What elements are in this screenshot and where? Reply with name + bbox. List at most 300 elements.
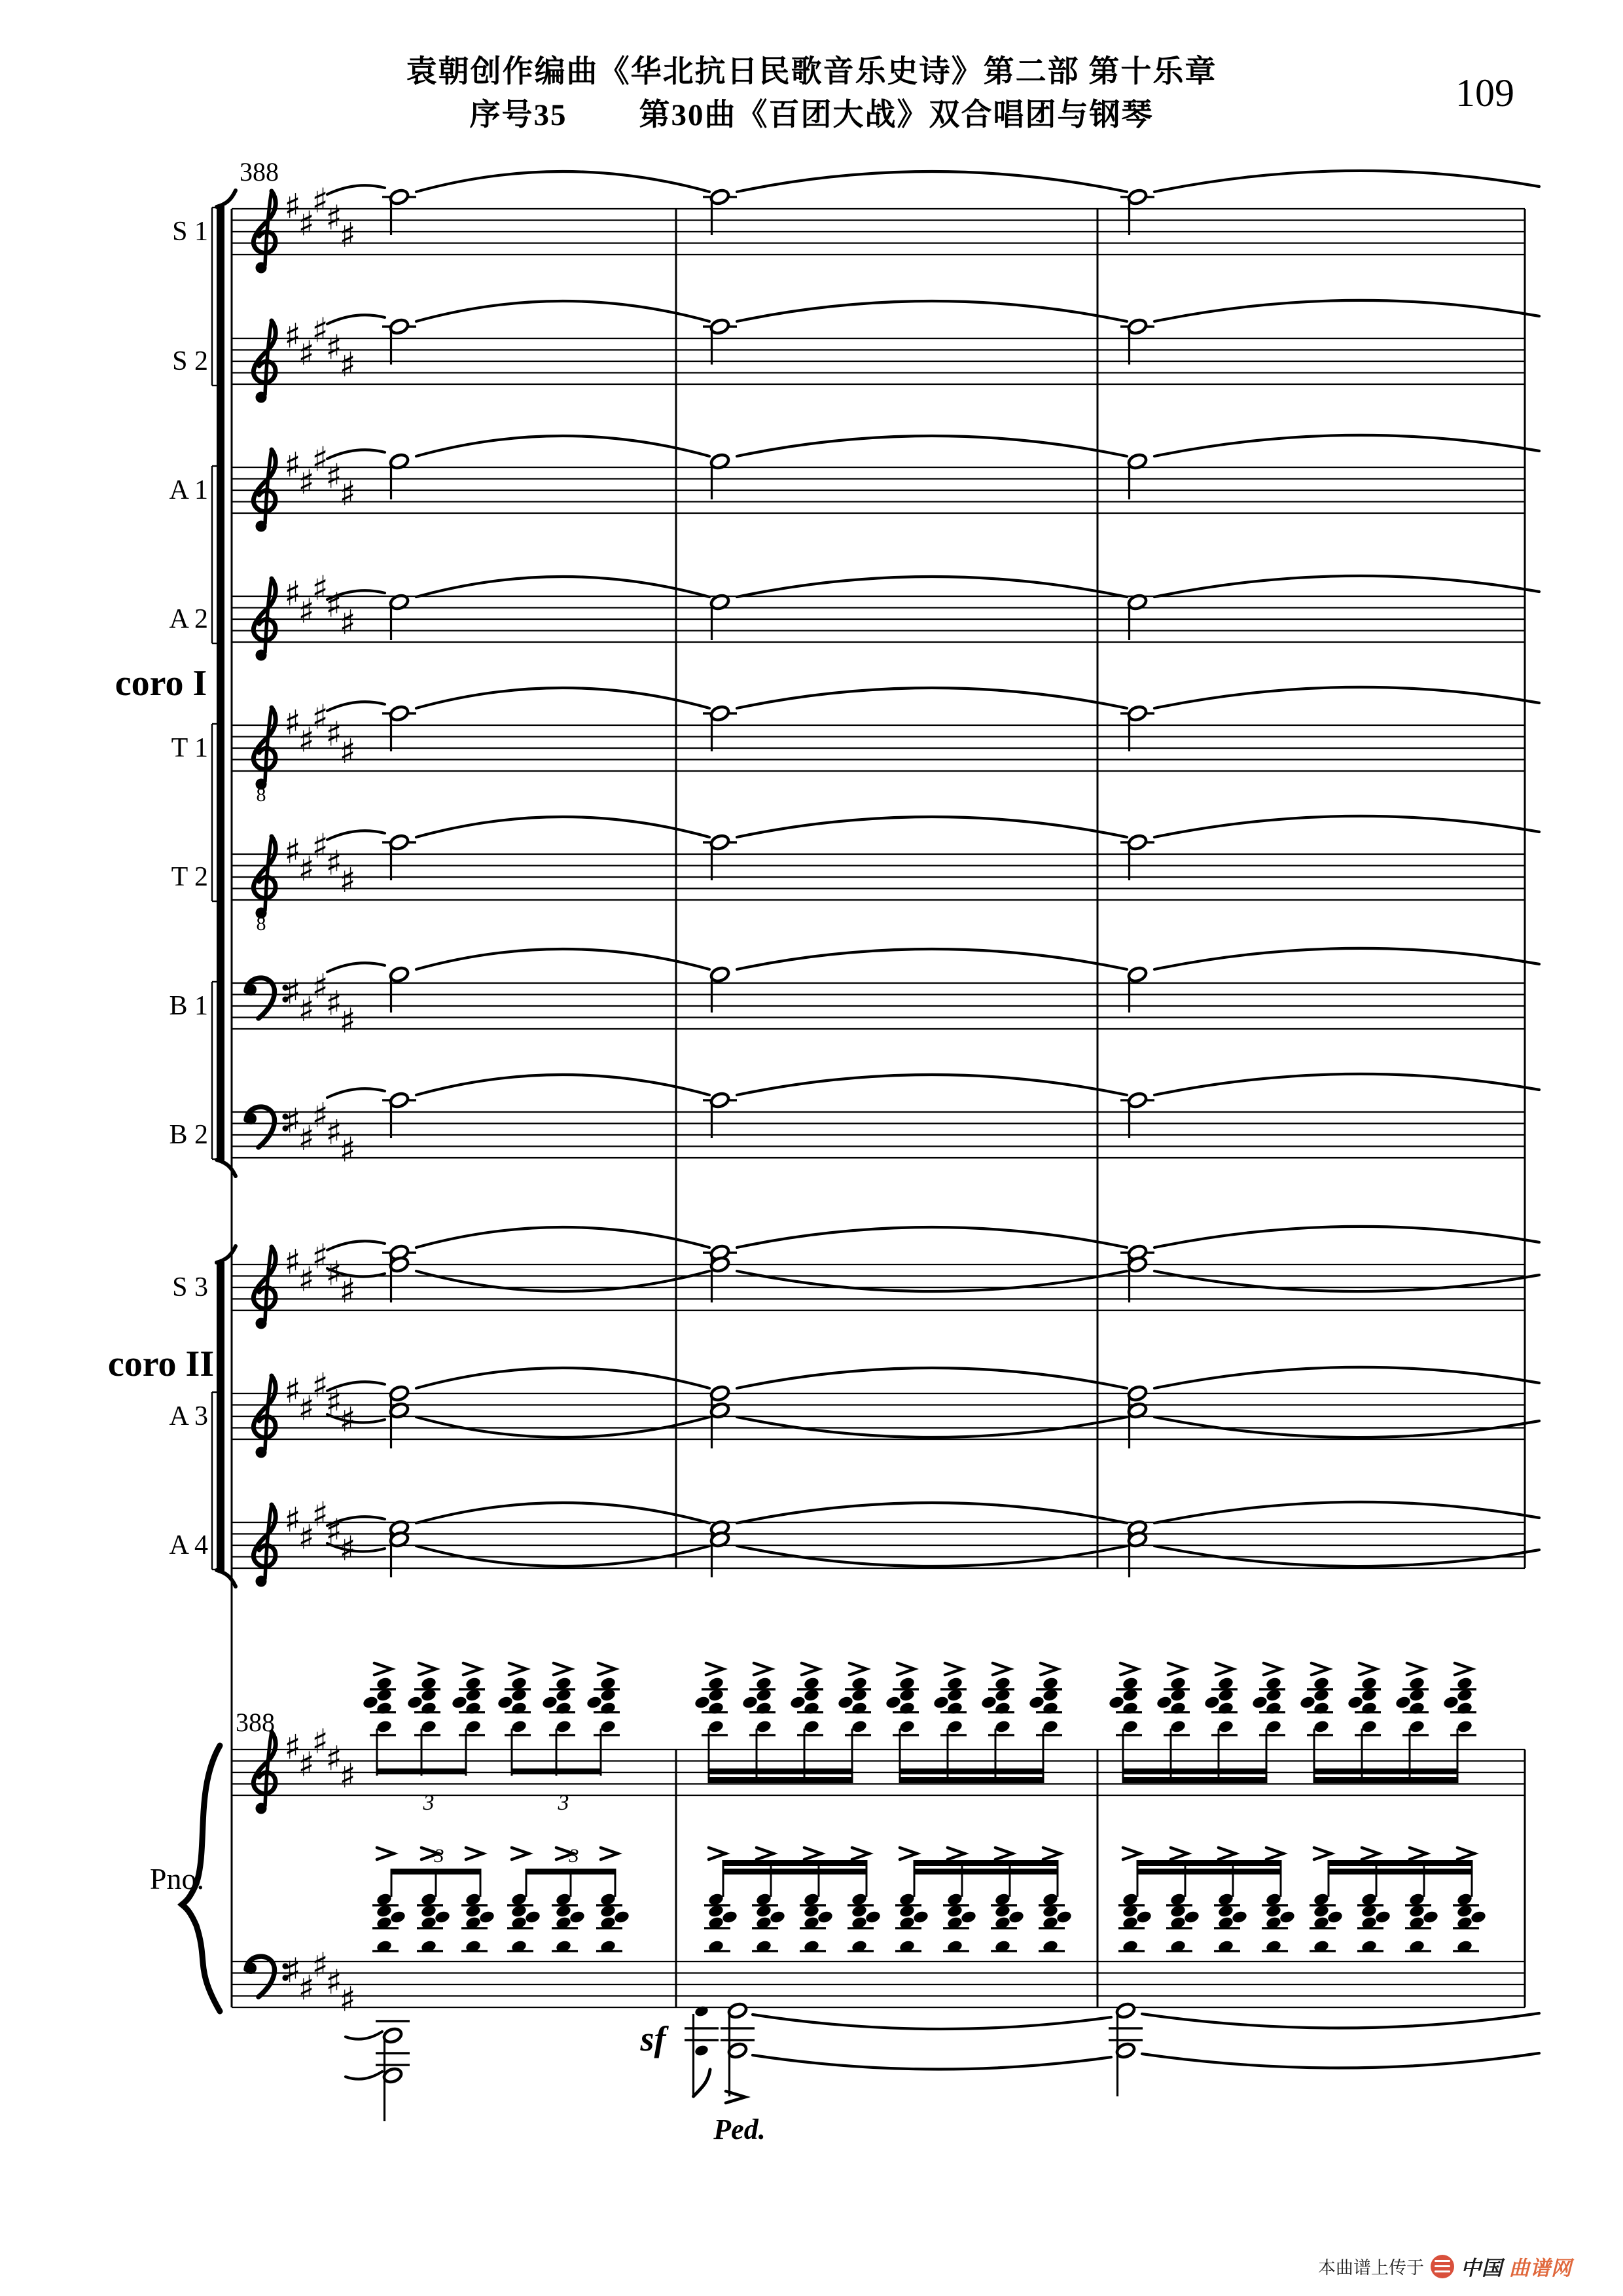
beam [722,1869,868,1874]
bass-clef-icon [246,1107,274,1147]
accent-mark [601,1848,618,1859]
notehead [817,1910,834,1924]
notehead [1217,1719,1234,1734]
accent-mark [1041,1663,1058,1675]
treble-clef-icon [256,650,267,661]
key-signature-sharp: ♯ [312,311,329,351]
header-title-line1: 袁朝创作编曲《华北抗日民歌音乐史诗》第二部 第十乐章 [406,55,1217,89]
tie-incoming [327,1241,385,1250]
notehead [451,1695,468,1710]
measure-number-piano: 388 [236,1708,275,1737]
notehead [994,1719,1011,1734]
notehead [555,1701,572,1715]
notehead [1169,1719,1186,1734]
key-signature-sharp: ♯ [339,1001,356,1041]
footer-brand-black: 中国 [1461,2257,1503,2280]
notehead [933,1695,950,1710]
key-signature-sharp: ♯ [284,187,301,226]
tie [737,1271,1127,1291]
notehead [1265,1719,1282,1734]
accent-mark [1171,1848,1188,1859]
key-signature-sharp: ♯ [312,1096,329,1136]
staff-label-b2: B 2 [169,1120,208,1150]
beam [376,1768,467,1774]
treble-clef-icon [256,392,267,403]
notehead [694,1695,711,1710]
notehead [899,1701,916,1715]
notehead [1408,1719,1425,1734]
tie [416,1227,709,1247]
accent-mark [993,1663,1010,1675]
notehead [1251,1695,1268,1710]
staff-label-t1: T 1 [171,733,208,763]
group-bracket-hook [217,1246,236,1263]
key-signature-sharp: ♯ [312,440,329,480]
group-bracket-hook [217,190,236,207]
key-signature-sharp: ♯ [298,334,315,374]
key-signature-sharp: ♯ [325,1512,342,1552]
notehead [1347,1695,1364,1710]
notehead [376,1719,393,1734]
beam [899,1777,1044,1783]
key-signature-sharp: ♯ [325,328,342,368]
notehead [478,1910,495,1924]
notehead [586,1695,603,1710]
notehead [1135,1910,1152,1924]
accent-mark [1407,1663,1424,1675]
tie-outgoing [1154,1227,1539,1247]
notehead [1279,1910,1296,1924]
music-site-logo-icon [1431,2255,1454,2278]
notehead [1442,1695,1459,1710]
key-signature-sharp: ♯ [339,1130,356,1170]
notehead [599,1719,616,1734]
tie-outgoing [1154,1367,1539,1388]
notehead [1183,1910,1200,1924]
eighth-flag [694,2070,711,2096]
accent-mark [1264,1663,1281,1675]
tie [416,1271,709,1291]
bass-clef-icon [246,1956,274,1997]
beam [1137,1869,1282,1874]
tie [416,1368,709,1388]
key-signature-sharp: ♯ [284,575,301,614]
notehead [569,1910,586,1924]
tie [416,577,709,597]
staff-label-a3: A 3 [169,1401,208,1431]
key-signature-sharp: ♯ [284,1951,301,1991]
measure-number-top: 388 [240,157,279,187]
tie-outgoing [1154,576,1539,597]
key-signature-sharp: ♯ [298,1119,315,1158]
key-signature-sharp: ♯ [284,1102,301,1141]
notehead [899,1719,916,1734]
staff-label-a4: A 4 [169,1530,208,1560]
key-signature-sharp: ♯ [298,990,315,1030]
tie [737,301,1127,321]
key-signature-sharp: ♯ [325,984,342,1024]
key-signature-sharp: ♯ [284,1372,301,1411]
accent-mark [1311,1663,1329,1675]
tie-incoming [327,1088,385,1098]
notehead [851,1701,868,1715]
notehead [497,1695,514,1710]
notehead [1108,1695,1125,1710]
key-signature-sharp: ♯ [339,1529,356,1569]
group-bracket-hook [217,1570,236,1587]
staff-label-s1: S 1 [172,217,208,247]
accent-mark [377,1848,394,1859]
accent-mark [598,1663,615,1675]
key-signature-sharp: ♯ [339,1271,356,1311]
notehead [1122,1719,1139,1734]
footer [1318,2251,1572,2281]
tie [737,1075,1127,1095]
notehead [1231,1910,1248,1924]
notehead [420,1701,437,1715]
notehead [721,1910,738,1924]
accent-mark [1455,1663,1472,1675]
tie-incoming [327,702,385,711]
key-signature-sharp: ♯ [339,603,356,643]
accent-mark [1043,1848,1060,1859]
tie [416,949,709,969]
accent-mark [1359,1663,1376,1675]
notehead [1217,1701,1234,1715]
key-signature-sharp: ♯ [325,1963,342,2002]
key-signature-sharp: ♯ [339,1756,356,1796]
treble-clef-icon [256,1318,267,1329]
notehead [510,1719,527,1734]
notehead [1422,1910,1439,1924]
notehead [420,1719,437,1734]
treble-clef-icon [256,521,267,532]
group-bracket-hook [217,1160,236,1176]
notehead [1374,1910,1391,1924]
beam [1328,1869,1473,1874]
notehead [541,1695,558,1710]
dynamic-sf: sf [640,2019,666,2058]
group-label-coro1: coro I [115,663,207,704]
key-signature-sharp: ♯ [284,704,301,743]
beam [1122,1777,1268,1783]
bass-clef-icon [246,978,274,1018]
key-signature-sharp: ♯ [284,1243,301,1282]
key-signature-sharp: ♯ [312,698,329,738]
key-signature-sharp: ♯ [312,569,329,609]
key-signature-sharp: ♯ [284,446,301,485]
tie-outgoing [1154,948,1539,969]
accent-mark [995,1848,1012,1859]
tie [416,301,709,321]
notehead [389,1910,406,1924]
notehead [769,1910,786,1924]
tie [753,2015,1111,2029]
notehead [1299,1695,1316,1710]
key-signature-sharp: ♯ [325,198,342,238]
accent-mark [466,1848,483,1859]
beam [1328,1860,1473,1866]
beam [1313,1777,1459,1783]
tie [416,817,709,837]
tie-outgoing [1154,816,1539,837]
key-signature-sharp: ♯ [312,1237,329,1277]
accent-mark [1410,1848,1427,1859]
accent-mark [512,1848,529,1859]
tie [737,1227,1127,1247]
beam [722,1860,868,1866]
notehead [465,1701,482,1715]
tie [737,577,1127,597]
key-signature-sharp: ♯ [298,1260,315,1300]
beam [1122,1768,1268,1774]
triplet-number: 3 [569,1845,579,1867]
key-signature-sharp: ♯ [339,861,356,901]
staff-label-t2: T 2 [171,862,208,892]
key-signature-sharp: ♯ [298,1518,315,1558]
notehead [1456,1701,1473,1715]
group-label-coro2: coro II [107,1344,215,1384]
staff-label-a2: A 2 [169,604,208,634]
tie-outgoing [1154,435,1539,456]
tie [416,1075,709,1095]
key-signature-sharp: ♯ [284,317,301,356]
notehead [980,1695,997,1710]
beam [708,1777,853,1783]
key-signature-sharp: ♯ [298,204,315,244]
key-signature-sharp: ♯ [325,1113,342,1153]
clef-octave-8: 8 [256,913,266,935]
notehead [851,1719,868,1734]
notehead [707,1719,724,1734]
staff-label-s2: S 2 [172,346,208,376]
key-signature-sharp: ♯ [284,1728,301,1767]
notehead [755,1701,772,1715]
notehead [376,1701,393,1715]
key-signature-sharp: ♯ [325,586,342,626]
notehead [994,1701,1011,1715]
notehead [946,1701,963,1715]
accent-mark [419,1663,436,1675]
accent-mark [948,1848,965,1859]
accent-mark [804,1848,821,1859]
key-signature-sharp: ♯ [339,474,356,514]
tie [416,436,709,456]
triplet-number: 3 [558,1791,569,1815]
notehead [837,1695,854,1710]
notehead [885,1695,902,1710]
key-signature-sharp: ♯ [298,721,315,761]
key-signature-sharp: ♯ [325,1739,342,1779]
beam [899,1768,1044,1774]
notehead [1456,1719,1473,1734]
key-signature-sharp: ♯ [298,850,315,889]
accent-mark [754,1663,771,1675]
notehead [1313,1719,1330,1734]
staff-label-a1: A 1 [169,475,208,505]
footer-upload-text: 本曲谱上传于 [1318,2258,1424,2278]
tie-incoming [327,831,385,840]
key-signature-sharp: ♯ [298,1968,315,2008]
key-signature-sharp: ♯ [312,827,329,867]
notehead [510,1701,527,1715]
tie [737,949,1127,969]
group-bracket [217,1262,224,1571]
notehead [524,1910,541,1924]
notehead [1327,1910,1344,1924]
accent-mark [706,1663,723,1675]
piano-label: Pno. [149,1862,204,1895]
notehead [555,1719,572,1734]
beam [914,1869,1059,1874]
notehead [1169,1701,1186,1715]
key-signature-sharp: ♯ [325,715,342,755]
treble-clef-icon [256,262,267,274]
accent-mark [374,1663,391,1675]
notehead [741,1695,758,1710]
accent-mark [1266,1848,1283,1859]
notehead [1313,1701,1330,1715]
notehead [1122,1701,1139,1715]
notehead [465,1719,482,1734]
notehead [960,1910,977,1924]
tie-outgoing [1154,300,1539,321]
key-signature-sharp: ♯ [312,1495,329,1535]
tie [737,688,1127,708]
key-signature-sharp: ♯ [339,1400,356,1440]
accent-mark [1123,1848,1140,1859]
page-number: 109 [1455,71,1514,115]
notehead [1204,1695,1221,1710]
accent-mark [897,1663,914,1675]
notehead [1156,1695,1173,1710]
notehead [1265,1701,1282,1715]
notehead [803,1719,820,1734]
notehead [694,2044,709,2057]
key-signature-sharp: ♯ [339,215,356,255]
tie-outgoing [1154,171,1539,192]
header-title-line2: 序号35 第30曲《百团大战》双合唱团与钢琴 [469,98,1154,132]
accent-mark [849,1663,866,1675]
triplet-number: 3 [434,1845,444,1867]
tie [737,1503,1127,1523]
notehead [707,1701,724,1715]
tie-incoming [327,963,385,972]
tie [737,1368,1127,1388]
key-signature-sharp: ♯ [325,457,342,497]
triplet-number: 3 [423,1791,435,1815]
key-signature-sharp: ♯ [325,1383,342,1423]
tie [753,2055,1111,2070]
key-signature-sharp: ♯ [298,1745,315,1785]
treble-clef-icon [256,1803,267,1814]
accent-mark [1314,1848,1331,1859]
tie-outgoing [1154,1502,1539,1523]
key-signature-sharp: ♯ [312,1945,329,1985]
tie [416,1503,709,1523]
tie [737,436,1127,456]
accent-mark [709,1848,726,1859]
beam [914,1860,1059,1866]
accent-mark [509,1663,526,1675]
tie-incoming [346,2072,382,2079]
key-signature-sharp: ♯ [312,1722,329,1762]
notehead [1028,1695,1045,1710]
accent-mark [1219,1848,1236,1859]
accent-mark [802,1663,819,1675]
notehead [599,1701,616,1715]
key-signature-sharp: ♯ [339,732,356,772]
accent-mark [900,1848,917,1859]
accent-mark [852,1848,869,1859]
key-signature-sharp: ♯ [284,973,301,1013]
tie-outgoing [1154,1074,1539,1095]
beam [526,1869,616,1874]
beam [1137,1860,1282,1866]
key-signature-sharp: ♯ [339,1980,356,2020]
staff-label-s3: S 3 [172,1272,208,1302]
notehead [1361,1701,1378,1715]
notehead [1470,1910,1487,1924]
notehead [1042,1701,1059,1715]
key-signature-sharp: ♯ [312,967,329,1007]
key-signature-sharp: ♯ [312,1366,329,1406]
tie [737,171,1127,192]
accent-mark [554,1663,571,1675]
beam [708,1768,853,1774]
accent-mark [1362,1848,1379,1859]
notehead [362,1695,379,1710]
beam [1313,1768,1459,1774]
treble-clef-icon [256,1447,267,1458]
tie-outgoing [1154,1271,1539,1291]
notehead [946,1719,963,1734]
group-bracket [217,206,224,1160]
accent-mark [1168,1663,1185,1675]
key-signature-sharp: ♯ [325,844,342,884]
tie-incoming [327,315,385,324]
notehead [755,1719,772,1734]
key-signature-sharp: ♯ [312,181,329,221]
notehead [789,1695,806,1710]
notehead [1056,1910,1073,1924]
notehead [865,1910,882,1924]
notehead [406,1695,423,1710]
notehead [1408,1701,1425,1715]
tie [416,688,709,708]
accent-mark [1216,1663,1233,1675]
tie-incoming [346,2032,382,2039]
key-signature-sharp: ♯ [339,345,356,385]
tie-outgoing [1142,2013,1539,2028]
clef-octave-8: 8 [256,784,266,806]
notehead [1361,1719,1378,1734]
notehead [613,1910,630,1924]
tie-outgoing [1142,2053,1539,2068]
notehead [1395,1695,1412,1710]
footer-brand-orange: 曲谱网 [1509,2257,1572,2280]
notehead [1008,1910,1025,1924]
key-signature-sharp: ♯ [284,1501,301,1540]
beam [391,1869,482,1874]
tie [416,171,709,192]
notehead [912,1910,929,1924]
tie-incoming [327,185,385,194]
staff-label-b1: B 1 [169,991,208,1021]
accent-mark [945,1663,962,1675]
beam [511,1768,602,1774]
key-signature-sharp: ♯ [298,592,315,632]
